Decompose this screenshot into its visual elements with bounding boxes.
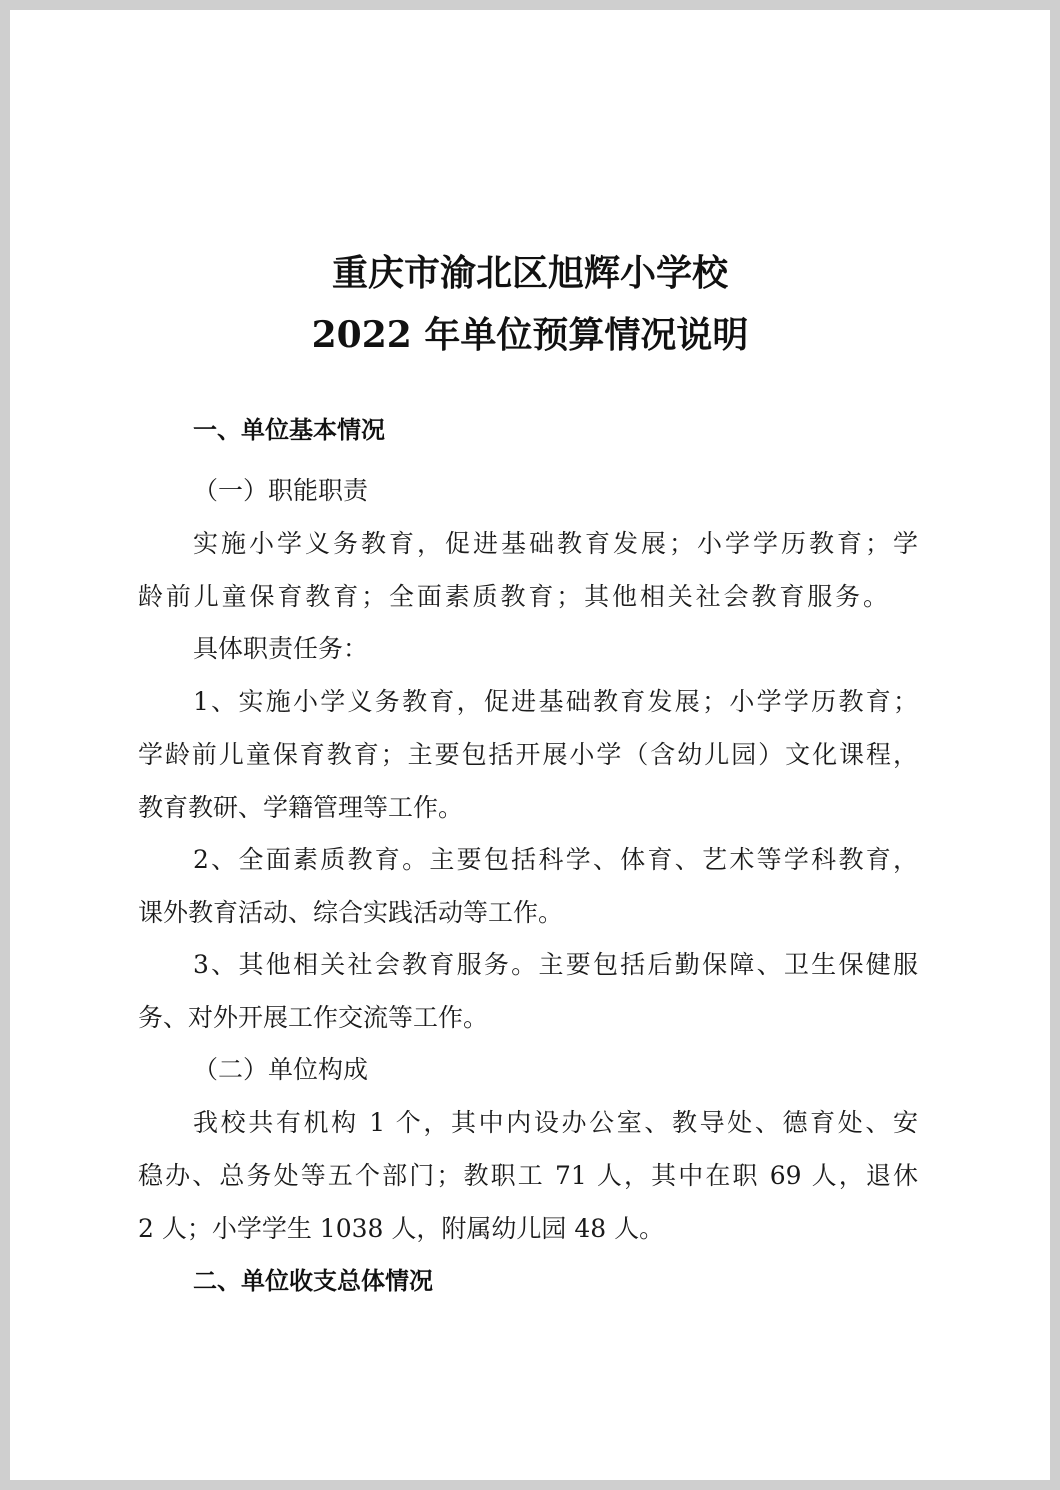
subsection-heading-composition: （二）单位构成	[193, 1055, 369, 1084]
subsection-heading-duties: （一）职能职责	[193, 476, 369, 505]
document-title-line1: 重庆市渝北区旭辉小学校	[331, 252, 728, 294]
paragraph-line: 具体职责任务：	[193, 634, 369, 663]
paragraph-line: 稳办、总务处等五个部门；教职工 71 人，其中在职 69 人，退休	[138, 1161, 918, 1190]
paragraph-line: 2 人；小学学生 1038 人，附属幼儿园 48 人。	[138, 1214, 665, 1243]
document-title-line2: 2022 年单位预算情况说明	[311, 314, 749, 356]
paragraph-line: 务、对外开展工作交流等工作。	[138, 1003, 489, 1032]
paragraph-line: 学龄前儿童保育教育；主要包括开展小学（含幼儿园）文化课程，	[138, 740, 918, 769]
paragraph-line: 2、全面素质教育。主要包括科学、体育、艺术等学科教育，	[193, 845, 918, 874]
paragraph-line: 3、其他相关社会教育服务。主要包括后勤保障、卫生保健服	[193, 950, 918, 979]
paragraph-line: 课外教育活动、综合实践活动等工作。	[138, 898, 564, 927]
paragraph-line: 1、实施小学义务教育，促进基础教育发展；小学学历教育；	[193, 687, 918, 716]
paragraph-line: 教育教研、学籍管理等工作。	[138, 793, 464, 822]
section-heading-basic-info: 一、单位基本情况	[193, 416, 385, 444]
section-heading-income-expenditure: 二、单位收支总体情况	[193, 1267, 433, 1295]
paragraph-line: 我校共有机构 1 个，其中内设办公室、教导处、德育处、安	[193, 1108, 918, 1137]
paragraph-line: 实施小学义务教育，促进基础教育发展；小学学历教育；学	[193, 529, 918, 558]
paragraph-line: 龄前儿童保育教育；全面素质教育；其他相关社会教育服务。	[138, 582, 888, 611]
document-page	[10, 10, 1050, 1480]
